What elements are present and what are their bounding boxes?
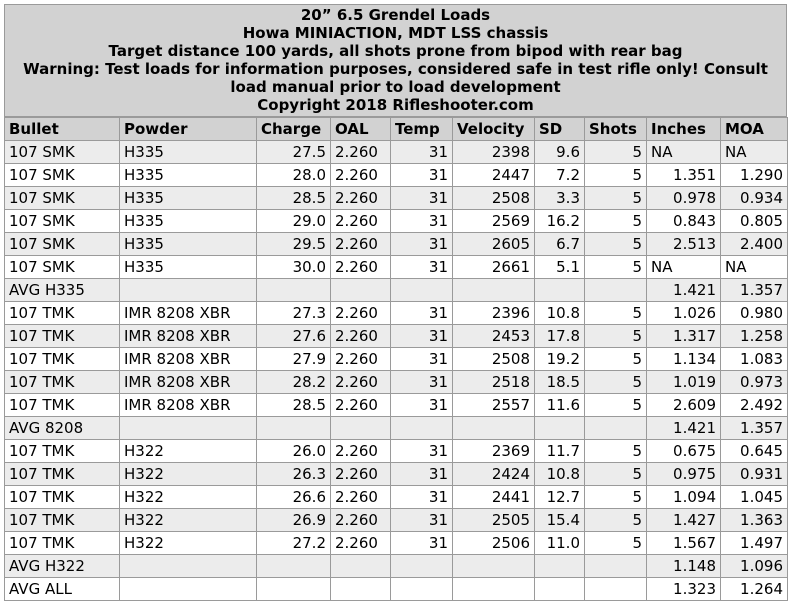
cell-oal — [331, 279, 391, 302]
cell-temp: 31 — [391, 325, 453, 348]
cell-moa: 1.264 — [721, 578, 788, 601]
cell-shots — [585, 417, 647, 440]
cell-velocity: 2508 — [453, 348, 535, 371]
column-header-sd: SD — [535, 118, 585, 141]
header-rifle: Howa MINIACTION, MDT LSS chassis — [242, 24, 549, 42]
average-row — [5, 555, 788, 578]
cell-shots: 5 — [585, 164, 647, 187]
cell-shots: 5 — [585, 509, 647, 532]
cell-sd — [535, 555, 585, 578]
cell-shots: 5 — [585, 371, 647, 394]
cell-inches: 1.567 — [647, 532, 721, 555]
cell-charge: 26.3 — [257, 463, 331, 486]
table-header-row — [5, 118, 788, 141]
cell-powder: H322 — [120, 463, 257, 486]
cell-velocity: 2661 — [453, 256, 535, 279]
column-header-velocity: Velocity — [453, 118, 535, 141]
cell-oal: 2.260 — [331, 164, 391, 187]
table-row — [5, 371, 788, 394]
cell-temp: 31 — [391, 371, 453, 394]
cell-bullet: 107 SMK — [5, 256, 120, 279]
cell-inches: NA — [647, 256, 721, 279]
cell-oal: 2.260 — [331, 532, 391, 555]
table-row — [5, 210, 788, 233]
cell-sd: 11.7 — [535, 440, 585, 463]
loads-table — [4, 117, 788, 601]
cell-velocity — [453, 578, 535, 601]
cell-charge: 29.5 — [257, 233, 331, 256]
cell-moa: 1.497 — [721, 532, 788, 555]
cell-oal — [331, 555, 391, 578]
cell-temp: 31 — [391, 164, 453, 187]
cell-sd: 19.2 — [535, 348, 585, 371]
cell-powder: H322 — [120, 440, 257, 463]
cell-inches: 0.975 — [647, 463, 721, 486]
cell-oal: 2.260 — [331, 463, 391, 486]
cell-powder: H335 — [120, 187, 257, 210]
cell-charge: 28.5 — [257, 187, 331, 210]
cell-moa: 2.492 — [721, 394, 788, 417]
cell-temp: 31 — [391, 256, 453, 279]
cell-moa: 1.258 — [721, 325, 788, 348]
cell-sd: 12.7 — [535, 486, 585, 509]
cell-bullet: 107 TMK — [5, 394, 120, 417]
cell-powder: IMR 8208 XBR — [120, 394, 257, 417]
cell-shots: 5 — [585, 486, 647, 509]
cell-shots — [585, 555, 647, 578]
average-row — [5, 417, 788, 440]
cell-charge: 27.2 — [257, 532, 331, 555]
cell-moa: 0.973 — [721, 371, 788, 394]
table-row — [5, 509, 788, 532]
cell-inches: 0.843 — [647, 210, 721, 233]
cell-oal: 2.260 — [331, 509, 391, 532]
cell-inches: 1.026 — [647, 302, 721, 325]
cell-powder: H335 — [120, 164, 257, 187]
sheet-header — [4, 4, 787, 117]
cell-oal: 2.260 — [331, 486, 391, 509]
cell-oal: 2.260 — [331, 141, 391, 164]
cell-velocity — [453, 417, 535, 440]
table-row — [5, 233, 788, 256]
table-row — [5, 141, 788, 164]
average-row — [5, 578, 788, 601]
cell-moa: 0.980 — [721, 302, 788, 325]
cell-oal: 2.260 — [331, 302, 391, 325]
header-warning: Warning: Test loads for information purposes, considered safe in test rifle only! Consult load manual prior to load development — [23, 60, 768, 96]
cell-charge: 28.0 — [257, 164, 331, 187]
header-title: 20” 6.5 Grendel Loads — [300, 6, 491, 24]
cell-shots: 5 — [585, 256, 647, 279]
cell-inches: 1.427 — [647, 509, 721, 532]
cell-sd: 15.4 — [535, 509, 585, 532]
cell-powder — [120, 555, 257, 578]
cell-sd: 7.2 — [535, 164, 585, 187]
cell-moa: NA — [721, 256, 788, 279]
column-header-oal: OAL — [331, 118, 391, 141]
cell-bullet: 107 TMK — [5, 509, 120, 532]
cell-powder: H335 — [120, 210, 257, 233]
cell-sd: 11.0 — [535, 532, 585, 555]
cell-temp — [391, 279, 453, 302]
cell-bullet: 107 TMK — [5, 371, 120, 394]
cell-sd — [535, 279, 585, 302]
cell-moa: 2.400 — [721, 233, 788, 256]
cell-moa: 1.290 — [721, 164, 788, 187]
cell-bullet: 107 TMK — [5, 440, 120, 463]
cell-powder: H335 — [120, 256, 257, 279]
cell-velocity: 2453 — [453, 325, 535, 348]
cell-velocity: 2441 — [453, 486, 535, 509]
table-row — [5, 463, 788, 486]
cell-charge — [257, 578, 331, 601]
cell-inches: 2.609 — [647, 394, 721, 417]
cell-oal: 2.260 — [331, 210, 391, 233]
cell-bullet: AVG H335 — [5, 279, 120, 302]
cell-inches: 0.675 — [647, 440, 721, 463]
cell-temp: 31 — [391, 394, 453, 417]
cell-velocity: 2447 — [453, 164, 535, 187]
cell-oal: 2.260 — [331, 325, 391, 348]
cell-charge — [257, 555, 331, 578]
cell-temp: 31 — [391, 486, 453, 509]
cell-oal: 2.260 — [331, 394, 391, 417]
cell-temp: 31 — [391, 302, 453, 325]
table-row — [5, 302, 788, 325]
cell-velocity: 2505 — [453, 509, 535, 532]
cell-oal: 2.260 — [331, 348, 391, 371]
cell-velocity: 2506 — [453, 532, 535, 555]
cell-powder: IMR 8208 XBR — [120, 348, 257, 371]
cell-sd — [535, 578, 585, 601]
cell-shots: 5 — [585, 440, 647, 463]
cell-bullet: AVG 8208 — [5, 417, 120, 440]
cell-moa: NA — [721, 141, 788, 164]
cell-oal: 2.260 — [331, 256, 391, 279]
cell-charge: 30.0 — [257, 256, 331, 279]
cell-powder: IMR 8208 XBR — [120, 371, 257, 394]
cell-velocity: 2369 — [453, 440, 535, 463]
cell-oal: 2.260 — [331, 371, 391, 394]
cell-shots: 5 — [585, 463, 647, 486]
cell-sd: 16.2 — [535, 210, 585, 233]
cell-inches: 0.978 — [647, 187, 721, 210]
cell-powder: H322 — [120, 509, 257, 532]
cell-bullet: 107 SMK — [5, 187, 120, 210]
table-body — [5, 141, 788, 601]
cell-sd: 18.5 — [535, 371, 585, 394]
cell-powder: IMR 8208 XBR — [120, 302, 257, 325]
cell-inches: 2.513 — [647, 233, 721, 256]
cell-bullet: 107 SMK — [5, 141, 120, 164]
cell-charge: 27.5 — [257, 141, 331, 164]
cell-bullet: 107 TMK — [5, 532, 120, 555]
column-header-shots: Shots — [585, 118, 647, 141]
cell-inches: 1.421 — [647, 279, 721, 302]
cell-oal: 2.260 — [331, 187, 391, 210]
cell-temp: 31 — [391, 463, 453, 486]
table-row — [5, 325, 788, 348]
cell-velocity: 2508 — [453, 187, 535, 210]
cell-charge: 27.3 — [257, 302, 331, 325]
cell-moa: 1.363 — [721, 509, 788, 532]
cell-moa: 1.357 — [721, 279, 788, 302]
cell-powder — [120, 279, 257, 302]
cell-moa: 1.096 — [721, 555, 788, 578]
cell-charge: 28.2 — [257, 371, 331, 394]
cell-shots: 5 — [585, 233, 647, 256]
cell-powder: H335 — [120, 141, 257, 164]
cell-velocity: 2424 — [453, 463, 535, 486]
cell-velocity: 2605 — [453, 233, 535, 256]
cell-oal — [331, 417, 391, 440]
cell-oal: 2.260 — [331, 440, 391, 463]
column-header-moa: MOA — [721, 118, 788, 141]
cell-bullet: 107 SMK — [5, 233, 120, 256]
column-header-temp: Temp — [391, 118, 453, 141]
table-row — [5, 348, 788, 371]
cell-inches: NA — [647, 141, 721, 164]
cell-inches: 1.317 — [647, 325, 721, 348]
cell-shots: 5 — [585, 210, 647, 233]
cell-shots: 5 — [585, 302, 647, 325]
cell-inches: 1.134 — [647, 348, 721, 371]
cell-moa: 0.931 — [721, 463, 788, 486]
cell-velocity — [453, 555, 535, 578]
cell-powder: IMR 8208 XBR — [120, 325, 257, 348]
cell-moa: 1.045 — [721, 486, 788, 509]
cell-moa: 1.083 — [721, 348, 788, 371]
table-row — [5, 164, 788, 187]
cell-sd: 11.6 — [535, 394, 585, 417]
cell-temp: 31 — [391, 348, 453, 371]
header-conditions: Target distance 100 yards, all shots prone from bipod with rear bag — [108, 42, 683, 60]
cell-temp: 31 — [391, 233, 453, 256]
cell-temp — [391, 578, 453, 601]
cell-moa: 0.934 — [721, 187, 788, 210]
table-row — [5, 440, 788, 463]
cell-inches: 1.019 — [647, 371, 721, 394]
cell-bullet: 107 TMK — [5, 486, 120, 509]
cell-bullet: 107 TMK — [5, 302, 120, 325]
column-header-powder: Powder — [120, 118, 257, 141]
cell-temp: 31 — [391, 532, 453, 555]
cell-sd: 3.3 — [535, 187, 585, 210]
average-row — [5, 279, 788, 302]
cell-velocity — [453, 279, 535, 302]
cell-temp — [391, 555, 453, 578]
cell-inches: 1.094 — [647, 486, 721, 509]
cell-velocity: 2557 — [453, 394, 535, 417]
table-row — [5, 187, 788, 210]
cell-charge: 26.0 — [257, 440, 331, 463]
cell-temp: 31 — [391, 440, 453, 463]
cell-sd: 10.8 — [535, 463, 585, 486]
cell-inches: 1.323 — [647, 578, 721, 601]
cell-sd — [535, 417, 585, 440]
cell-shots: 5 — [585, 532, 647, 555]
cell-velocity: 2398 — [453, 141, 535, 164]
cell-shots — [585, 578, 647, 601]
cell-velocity: 2569 — [453, 210, 535, 233]
cell-bullet: 107 TMK — [5, 463, 120, 486]
cell-charge — [257, 417, 331, 440]
cell-bullet: 107 SMK — [5, 164, 120, 187]
column-header-inches: Inches — [647, 118, 721, 141]
cell-temp: 31 — [391, 187, 453, 210]
cell-charge: 29.0 — [257, 210, 331, 233]
cell-powder — [120, 578, 257, 601]
cell-temp: 31 — [391, 210, 453, 233]
cell-temp: 31 — [391, 141, 453, 164]
table-row — [5, 394, 788, 417]
cell-charge — [257, 279, 331, 302]
cell-moa: 1.357 — [721, 417, 788, 440]
cell-powder: H322 — [120, 486, 257, 509]
cell-sd: 5.1 — [535, 256, 585, 279]
cell-velocity: 2396 — [453, 302, 535, 325]
column-header-bullet: Bullet — [5, 118, 120, 141]
cell-shots: 5 — [585, 141, 647, 164]
load-data-sheet — [4, 4, 787, 601]
cell-shots: 5 — [585, 348, 647, 371]
cell-inches: 1.421 — [647, 417, 721, 440]
cell-charge: 27.9 — [257, 348, 331, 371]
cell-bullet: 107 SMK — [5, 210, 120, 233]
header-copyright: Copyright 2018 Rifleshooter.com — [257, 96, 534, 114]
cell-charge: 27.6 — [257, 325, 331, 348]
cell-shots: 5 — [585, 325, 647, 348]
cell-shots: 5 — [585, 187, 647, 210]
cell-sd: 9.6 — [535, 141, 585, 164]
cell-powder: H322 — [120, 532, 257, 555]
cell-inches: 1.351 — [647, 164, 721, 187]
cell-moa: 0.805 — [721, 210, 788, 233]
cell-inches: 1.148 — [647, 555, 721, 578]
cell-powder — [120, 417, 257, 440]
cell-shots — [585, 279, 647, 302]
cell-bullet: AVG ALL — [5, 578, 120, 601]
table-row — [5, 532, 788, 555]
table-row — [5, 486, 788, 509]
cell-bullet: AVG H322 — [5, 555, 120, 578]
cell-powder: H335 — [120, 233, 257, 256]
cell-velocity: 2518 — [453, 371, 535, 394]
cell-bullet: 107 TMK — [5, 325, 120, 348]
cell-temp — [391, 417, 453, 440]
cell-shots: 5 — [585, 394, 647, 417]
cell-moa: 0.645 — [721, 440, 788, 463]
column-header-charge: Charge — [257, 118, 331, 141]
cell-charge: 28.5 — [257, 394, 331, 417]
cell-sd: 6.7 — [535, 233, 585, 256]
cell-oal: 2.260 — [331, 233, 391, 256]
cell-sd: 10.8 — [535, 302, 585, 325]
cell-charge: 26.9 — [257, 509, 331, 532]
cell-sd: 17.8 — [535, 325, 585, 348]
cell-bullet: 107 TMK — [5, 348, 120, 371]
table-row — [5, 256, 788, 279]
cell-charge: 26.6 — [257, 486, 331, 509]
cell-oal — [331, 578, 391, 601]
cell-temp: 31 — [391, 509, 453, 532]
